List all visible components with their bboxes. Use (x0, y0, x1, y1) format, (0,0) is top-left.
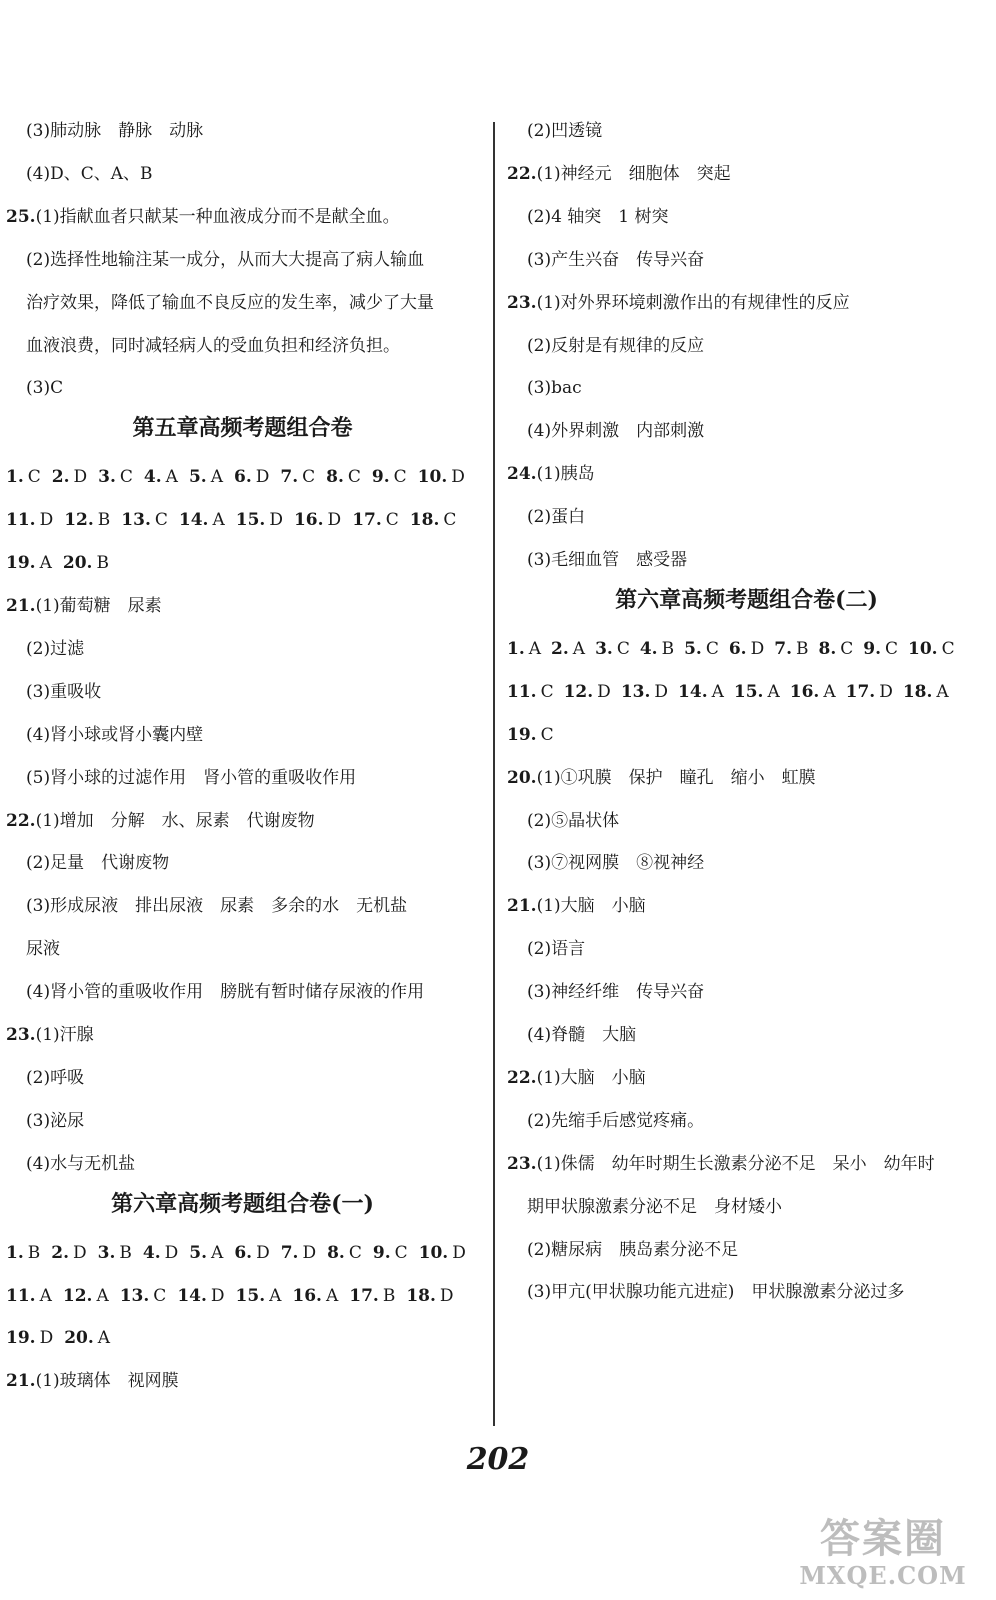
answer-line: (3)形成尿液 排出尿液 尿素 多余的水 无机盐 (26, 896, 408, 917)
question-number: 5. (189, 1242, 208, 1263)
choice-answer-row (6, 1327, 121, 1349)
choice-letter: A (39, 553, 52, 574)
answer-line (507, 1153, 935, 1175)
choice-letter: C (385, 510, 399, 531)
answer-text: (1)侏儒 幼年时期生长激素分泌不足 呆小 幼年时 (536, 1153, 935, 1174)
choice-answer-row (6, 552, 120, 574)
answer-line: (3)毛细血管 感受器 (527, 550, 688, 570)
choice-letter: C (393, 467, 407, 488)
choice-letter: A (711, 681, 724, 702)
choice-letter: A (165, 467, 178, 488)
choice-letter: A (39, 1285, 52, 1306)
question-number: 22. (6, 810, 36, 831)
choice-letter: C (302, 467, 316, 488)
question-number: 23. (507, 1153, 537, 1174)
choice-letter: A (528, 638, 542, 659)
choice-letter: D (439, 1285, 454, 1306)
answer-line: (3)神经纤维 传导兴奋 (527, 982, 705, 1003)
choice-letter: A (325, 1285, 339, 1306)
answer-text: (1)①巩膜 保护 瞳孔 缩小 虹膜 (536, 767, 816, 788)
answer-line (6, 1370, 179, 1392)
answer-line (507, 163, 731, 185)
choice-letter: C (840, 638, 854, 659)
question-number: 19. (507, 724, 537, 745)
choice-letter: C (705, 638, 719, 659)
question-number: 11. (507, 681, 537, 702)
answer-text: (1)汗腺 (35, 1025, 94, 1045)
answer-line (507, 767, 816, 789)
question-number: 4. (142, 1242, 161, 1263)
question-number: 12. (62, 1285, 93, 1306)
answer-line (507, 1067, 646, 1089)
question-number: 12. (64, 510, 94, 531)
question-number: 14. (678, 681, 708, 702)
choice-letter: D (255, 467, 270, 488)
choice-answer-row (507, 638, 965, 660)
answer-line: (2)反射是有规律的反应 (527, 335, 705, 356)
choice-letter: A (212, 510, 225, 531)
answer-line: (4)水与无机盐 (26, 1153, 136, 1174)
choice-letter: D (39, 1328, 54, 1349)
choice-letter: B (661, 638, 675, 659)
answer-text: (1)对外界环境刺激作出的有规律性的反应 (536, 292, 850, 313)
answer-line: (5)肾小球的过滤作用 肾小管的重吸收作用 (26, 767, 357, 788)
question-number: 21. (507, 896, 537, 917)
question-number: 14. (177, 1285, 207, 1306)
choice-letter: C (443, 510, 457, 531)
answer-line: (4)脊髓 大脑 (527, 1025, 637, 1045)
choice-letter: C (348, 1242, 362, 1263)
question-number: 7. (774, 638, 792, 659)
choice-letter: C (119, 467, 133, 488)
question-number: 18. (406, 1285, 436, 1306)
question-number: 1. (6, 467, 24, 488)
question-number: 18. (409, 510, 440, 531)
answer-text: (1)指献血者只献某一种血液成分而不是献全血。 (35, 206, 400, 227)
section-heading: 第六章高频考题组合卷(二) (615, 586, 878, 613)
answer-line: 期甲状腺激素分泌不足 身材矮小 (527, 1196, 782, 1217)
choice-letter: D (879, 681, 893, 702)
answer-line (507, 292, 850, 314)
question-number: 16. (293, 510, 324, 531)
choice-letter: C (616, 638, 630, 659)
question-number: 19. (6, 553, 36, 574)
choice-letter: B (119, 1242, 132, 1263)
question-number: 17. (349, 1285, 379, 1306)
answer-line: (3)甲亢(甲状腺功能亢进症) 甲状腺激素分泌过多 (527, 1282, 905, 1303)
choice-letter: A (767, 681, 780, 702)
answer-line: (2)糖尿病 胰岛素分泌不足 (527, 1239, 739, 1260)
choice-letter: C (885, 638, 899, 659)
answer-line: 血液浪费，同时减轻病人的受血负担和经济负担。 (26, 335, 400, 356)
choice-letter: D (451, 467, 465, 488)
answer-line: (2)4 轴突 1 树突 (527, 206, 669, 227)
question-number: 7. (280, 467, 299, 488)
question-number: 17. (845, 681, 876, 702)
choice-letter: B (382, 1285, 396, 1306)
question-number: 3. (98, 467, 116, 488)
question-number: 23. (507, 292, 537, 313)
answer-line (507, 463, 595, 485)
question-number: 10. (908, 638, 938, 659)
question-number: 7. (280, 1242, 299, 1263)
question-number: 6. (728, 638, 747, 659)
choice-letter: D (750, 638, 765, 659)
question-number: 19. (6, 1328, 36, 1349)
answer-line: (2)过滤 (26, 638, 85, 659)
choice-letter: A (211, 1242, 224, 1263)
answer-line: (2)蛋白 (527, 507, 586, 528)
choice-letter: D (302, 1242, 317, 1263)
question-number: 6. (234, 1242, 253, 1263)
question-number: 22. (507, 163, 537, 184)
question-number: 16. (789, 681, 820, 702)
question-number: 15. (235, 1285, 266, 1306)
question-number: 20. (64, 1328, 94, 1349)
question-number: 8. (327, 1242, 345, 1263)
column-divider (493, 122, 495, 1426)
choice-answer-row (6, 466, 476, 488)
choice-letter: C (154, 510, 168, 531)
watermark-logo (788, 1516, 978, 1596)
choice-letter: D (269, 510, 283, 531)
question-number: 2. (51, 1242, 69, 1263)
choice-answer-row (6, 1242, 477, 1264)
choice-letter: C (540, 724, 554, 745)
answer-line: (3)C (26, 378, 64, 399)
question-number: 9. (371, 467, 390, 488)
answer-line (6, 1024, 94, 1046)
watermark-line1: 答案圈 (820, 1515, 946, 1562)
choice-letter: D (597, 681, 611, 702)
answer-text: (1)玻璃体 视网膜 (35, 1371, 179, 1392)
answer-line (6, 595, 162, 617)
question-number: 18. (902, 681, 933, 702)
choice-letter: D (39, 510, 54, 531)
choice-letter: A (823, 681, 836, 702)
answer-line: (4)肾小管的重吸收作用 膀胱有暂时储存尿液的作用 (26, 982, 425, 1003)
question-number: 2. (551, 638, 569, 659)
choice-answer-row (507, 681, 959, 703)
choice-letter: D (256, 1242, 270, 1263)
question-number: 10. (417, 467, 448, 488)
answer-text: (1)增加 分解 水、尿素 代谢废物 (35, 810, 315, 831)
answer-line: (2)呼吸 (26, 1067, 85, 1088)
question-number: 13. (119, 1285, 150, 1306)
question-number: 3. (595, 638, 613, 659)
answer-line: (2)凹透镜 (527, 121, 603, 141)
choice-letter: A (936, 681, 949, 702)
question-number: 4. (143, 467, 162, 488)
choice-letter: B (795, 638, 809, 659)
choice-letter: C (394, 1242, 408, 1263)
question-number: 15. (733, 681, 764, 702)
question-number: 11. (6, 510, 36, 531)
answer-line: (3)泌尿 (26, 1110, 85, 1131)
question-number: 20. (62, 553, 93, 574)
choice-letter: B (96, 553, 109, 574)
choice-letter: D (164, 1242, 179, 1263)
question-number: 25. (6, 206, 36, 227)
answer-text: (1)神经元 细胞体 突起 (536, 163, 731, 184)
choice-letter: C (153, 1285, 167, 1306)
choice-answer-row (507, 724, 564, 746)
answer-line: (3)产生兴奋 传导兴奋 (527, 249, 705, 270)
answer-line (507, 895, 646, 917)
answer-line: (2)⑤晶状体 (527, 810, 620, 831)
choice-letter: C (27, 467, 41, 488)
answer-line: (3)⑦视网膜 ⑧视神经 (527, 853, 705, 874)
answer-line: (3)bac (527, 378, 582, 399)
answer-line: (4)肾小球或肾小囊内壁 (26, 724, 204, 745)
question-number: 24. (507, 464, 537, 485)
question-number: 13. (121, 510, 151, 531)
choice-letter: C (347, 467, 361, 488)
choice-letter: D (452, 1242, 466, 1263)
question-number: 11. (6, 1285, 36, 1306)
question-number: 8. (818, 638, 837, 659)
choice-letter: C (540, 681, 554, 702)
question-number: 3. (97, 1242, 116, 1263)
answer-line: 治疗效果，降低了输血不良反应的发生率，减少了大量 (26, 292, 434, 313)
choice-letter: B (97, 510, 111, 531)
question-number: 5. (684, 638, 702, 659)
answer-line: (2)足量 代谢废物 (26, 853, 170, 874)
choice-answer-row (6, 1285, 465, 1307)
question-number: 13. (620, 681, 651, 702)
section-heading: 第五章高频考题组合卷 (132, 415, 353, 442)
choice-letter: A (269, 1285, 282, 1306)
answer-line: (3)重吸收 (26, 681, 102, 702)
choice-letter: A (96, 1285, 109, 1306)
question-number: 16. (292, 1285, 322, 1306)
section-heading: 第六章高频考题组合卷(一) (111, 1190, 374, 1217)
question-number: 4. (639, 638, 658, 659)
question-number: 23. (6, 1025, 36, 1045)
answer-line (6, 206, 400, 228)
answer-text: (1)葡萄糖 尿素 (35, 596, 162, 616)
answer-text: (1)胰岛 (536, 464, 595, 485)
answer-text: (1)大脑 小脑 (536, 1067, 646, 1088)
question-number: 1. (6, 1242, 24, 1263)
question-number: 20. (507, 767, 537, 788)
choice-letter: C (941, 638, 955, 659)
question-number: 21. (6, 596, 36, 616)
question-number: 2. (51, 467, 70, 488)
question-number: 22. (507, 1067, 537, 1088)
choice-letter: D (654, 681, 669, 702)
watermark-line2: MXQE.COM (799, 1561, 967, 1590)
question-number: 8. (326, 467, 344, 488)
answer-text: (1)大脑 小脑 (536, 896, 646, 917)
choice-letter: A (210, 467, 223, 488)
question-number: 5. (188, 467, 207, 488)
question-number: 1. (507, 638, 525, 659)
choice-letter: B (27, 1242, 41, 1263)
choice-letter: D (73, 1242, 87, 1263)
choice-letter: D (327, 510, 342, 531)
choice-letter: A (97, 1328, 111, 1349)
choice-answer-row (6, 509, 467, 531)
answer-line: (4)D、C、A、B (26, 163, 153, 184)
question-number: 12. (563, 681, 594, 702)
question-number: 15. (235, 510, 266, 531)
question-number: 6. (233, 467, 252, 488)
choice-letter: D (73, 467, 88, 488)
answer-line: (3)肺动脉 静脉 动脉 (26, 121, 204, 141)
answer-line: (2)先缩手后感觉疼痛。 (527, 1110, 705, 1131)
choice-letter: A (572, 638, 586, 659)
answer-line: (2)选择性地输注某一成分，从而大大提高了病人输血 (26, 249, 425, 270)
answer-line (6, 810, 315, 832)
question-number: 9. (372, 1242, 391, 1263)
question-number: 9. (863, 638, 881, 659)
question-number: 10. (418, 1242, 449, 1263)
page-number: 202 (466, 1442, 530, 1477)
question-number: 14. (178, 510, 209, 531)
answer-line: (4)外界刺激 内部刺激 (527, 421, 705, 442)
answer-line: (2)语言 (527, 939, 586, 960)
question-number: 21. (6, 1371, 36, 1392)
choice-letter: D (210, 1285, 225, 1306)
question-number: 17. (352, 510, 382, 531)
answer-line: 尿液 (26, 939, 60, 960)
